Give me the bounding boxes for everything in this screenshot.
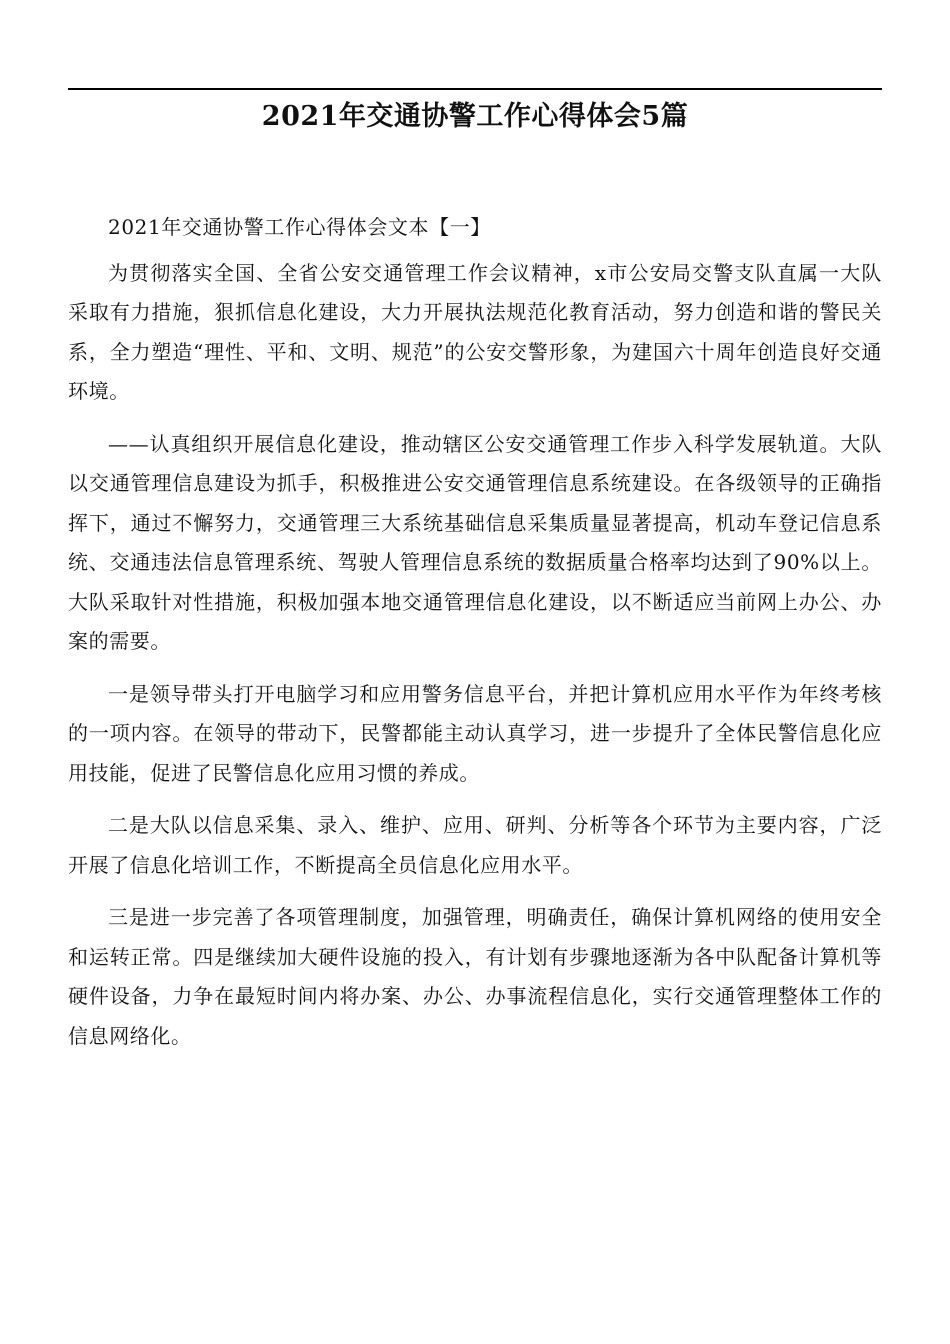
document-title: 2021年交通协警工作心得体会5篇 (261, 101, 689, 132)
header-rule (68, 88, 882, 90)
paragraph: 一是领导带头打开电脑学习和应用警务信息平台，并把计算机应用水平作为年终考核的一项内容。在领导的带动下，民警都能主动认真学习，进一步提升了全体民警信息化应用技能，促进了民警信息化应用习惯的养成。 (68, 681, 882, 785)
paragraph: 三是进一步完善了各项管理制度，加强管理，明确责任，确保计算机网络的使用安全和运转正常。四是继续加大硬件设施的投入，有计划有步骤地逐渐为各中队配备计算机等硬件设备，力争在最短时间内将办案、办公、办事流程信息化，实行交通管理整体工作的信息网络化。 (68, 905, 882, 1048)
paragraph: 二是大队以信息采集、录入、维护、应用、研判、分析等各个环节为主要内容，广泛开展了信息化培训工作，不断提高全员信息化应用水平。 (68, 813, 882, 877)
section-heading: 2021年交通协警工作心得体会文本【一】 (108, 215, 491, 239)
paragraph: ——认真组织开展信息化建设，推动辖区公安交通管理工作步入科学发展轨道。大队以交通管理信息建设为抓手，积极推进公安交通管理信息系统建设。在各级领导的正确指挥下，通过不懈努力，交通管理三大系统基础信息采集质量显著提高，机动车登记信息系统、交通违法信息管理系统、驾驶人管理信息系统的数据质量合格率均达到了90%以上。大队采取针对性措施，积极加强本地交通管理信息化建设，以不断适应当前网上办公、办案的需要。 (68, 431, 882, 653)
paragraph: 为贯彻落实全国、全省公安交通管理工作会议精神，x市公安局交警支队直属一大队采取有力措施，狠抓信息化建设，大力开展执法规范化教育活动，努力创造和谐的警民关系，全力塑造“理性、平和、文明、规范”的公安交警形象，为建国六十周年创造良好交通环境。 (68, 260, 882, 403)
document-body (68, 208, 882, 1069)
